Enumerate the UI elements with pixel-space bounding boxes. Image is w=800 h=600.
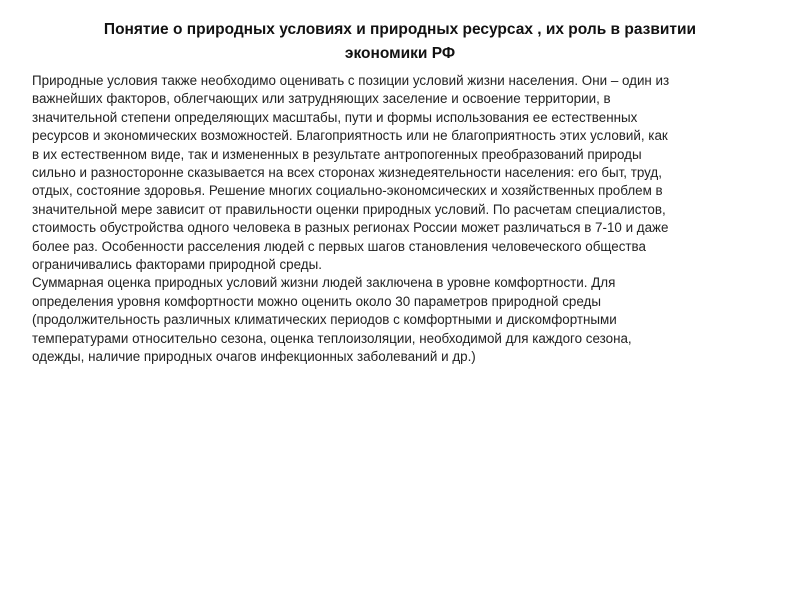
body-line-3: значительной степени определяющих масштабы, пути и формы использования ее естественных [32, 109, 638, 125]
body-line-7: отдых, состояние здоровья. Решение многих социально-экономсических и хозяйственных проблем в [32, 183, 663, 199]
body-line-10: более раз. Особенности расселения людей с первых шагов становления человеческого общества [32, 238, 646, 254]
body-line-11: ограничивались факторами природной среды. [32, 257, 322, 273]
body-line-5: в их естественном виде, так и измененных в результате антропогенных преобразований природы [32, 146, 642, 162]
body-line-8: значительной мере зависит от правильности оценки природных условий. По расчетам специалистов, [32, 201, 666, 217]
body-line-1: Природные условия также необходимо оценивать с позиции условий жизни населения. Они – один из [32, 73, 670, 88]
body-line-12: Суммарная оценка природных условий жизни людей заключена в уровне комфортности. Для [32, 275, 616, 291]
body-line-16: одежды, наличие природных очагов инфекционных заболеваний и др.) [32, 349, 476, 365]
body-line-9: стоимость обустройства одного человека в разных регионах России может различаться в 7-10 и даже [32, 220, 669, 236]
slide-title-line-1: Понятие о природных условиях и природных ресурсах , их роль в развитии [103, 21, 697, 38]
body-line-4: ресурсов и экономических возможностей. Благоприятность или не благоприятность этих условий, как [32, 128, 668, 144]
body-line-15: температурами относительно сезона, оценка теплоизоляции, необходимой для каждого сезона, [32, 330, 632, 346]
slide-title-line-2: экономики РФ [344, 45, 456, 62]
body-line-6: сильно и разносторонне сказывается на всех сторонах жизнедеятельности населения: его быт, труд, [32, 165, 662, 181]
body-line-13: определения уровня комфортности можно оценить около 30 параметров природной среды [32, 293, 601, 309]
body-line-14: (продолжительность различных климатических периодов с комфортными и дискомфортными [32, 312, 617, 328]
slide-title [40, 18, 760, 66]
body-line-2: важнейших факторов, облегчающих или затрудняющих заселение и освоение территории, в [32, 91, 611, 107]
slide-body-text [32, 72, 768, 367]
